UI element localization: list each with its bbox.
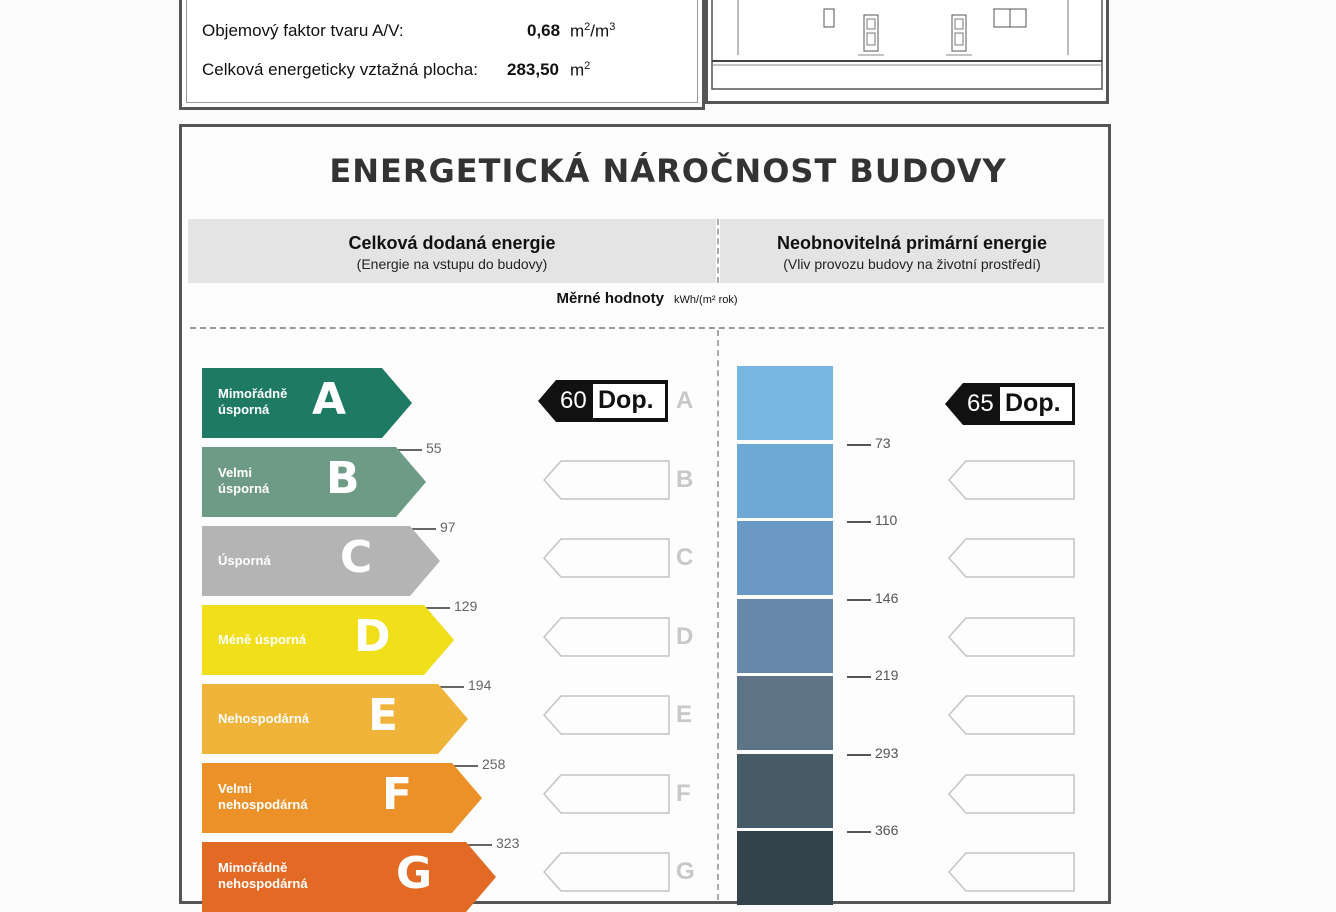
primary-energy-band [737,366,833,440]
energy-class-letter: F [382,769,413,820]
primary-energy-band [737,599,833,673]
info-label: Celková energeticky vztažná plocha: [202,60,478,79]
slot-class-letter: B [676,465,694,493]
energy-class-letter: E [368,690,399,741]
right-empty-slot [948,774,1076,814]
slot-class-letter: D [676,622,694,650]
right-empty-slot [948,852,1076,892]
slot-class-letter: A [676,387,694,414]
energy-class-description: Méně úsporná [218,632,307,647]
energy-class-letter: C [340,532,373,583]
energy-class-description: Velmi úsporná [218,465,270,496]
class-boundary-value: 129 [454,598,478,614]
energy-class-description: Mimořádně úsporná [218,386,288,417]
right-class-indicator [945,383,1075,425]
slot-class-letter: F [676,779,691,807]
right-column-title: Neobnovitelná primární energie [776,233,1048,253]
header-divider [717,219,719,283]
left-empty-slot [543,852,671,892]
primary-energy-boundary: 219 [875,667,899,683]
right-indicator-value: 65 [967,390,994,417]
primary-energy-band [737,754,833,828]
right-empty-slot [948,460,1076,500]
right-column-header [720,219,1104,283]
primary-energy-band [737,831,833,905]
energy-class-letter: D [354,611,391,662]
units-separator [190,327,1104,329]
class-boundary-value: 194 [468,677,492,693]
energy-class-description: Velmi nehospodárná [218,781,308,812]
left-empty-slot [543,538,671,578]
left-column-header [188,219,716,283]
primary-energy-boundary: 73 [875,434,891,451]
slot-class-letter: C [676,544,694,571]
info-unit: $m^2/m^3$ [570,21,616,41]
right-column-subtitle: (Vliv provozu budovy na životní prostředí) [783,256,1041,272]
primary-energy-band [737,444,833,518]
energy-class-description: Mimořádně nehospodárná [218,860,308,891]
class-boundary-value: 97 [440,519,456,535]
left-class-indicator [538,380,668,422]
left-empty-slot [543,617,671,657]
slot-class-letter: G [676,858,695,885]
class-boundary-value: 55 [426,440,442,456]
info-row-shape-factor [202,21,682,43]
specific-values-label: Měrné hodnoty [556,290,664,307]
energy-class-e [202,684,470,754]
left-indicator-label: Dop. [598,386,654,414]
class-boundary-value: 258 [482,756,506,772]
energy-class-description: Úsporná [218,553,271,568]
energy-class-description: Nehospodárná [218,711,310,726]
left-column-subtitle: (Energie na vstupu do budovy) [356,256,548,272]
energy-class-a [202,368,414,438]
info-value: 0,68 [527,21,561,40]
left-empty-slot [543,460,671,500]
energy-class-letter: G [396,848,433,899]
left-indicator-value: 60 [560,387,587,414]
energy-class-d [202,605,456,675]
slot-class-letter: E [676,701,693,728]
column-divider [717,330,719,900]
energy-class-letter: B [326,453,360,504]
primary-energy-band [737,676,833,750]
left-empty-slot [543,695,671,735]
left-empty-slot [543,774,671,814]
primary-energy-boundary: 293 [875,744,899,761]
primary-energy-boundary: 366 [875,822,899,838]
right-indicator-label: Dop. [1005,389,1061,417]
info-row-reference-area [202,60,682,82]
building-drawing-box [705,0,1109,104]
class-boundary-value: 323 [496,835,520,851]
specific-values-row [190,290,1104,307]
right-empty-slot [948,538,1076,578]
energy-class-g [202,842,498,912]
primary-energy-boundary: 110 [875,512,898,528]
right-empty-slot [948,695,1076,735]
right-empty-slot [948,617,1076,657]
info-unit: $m^2$ [570,60,591,80]
energy-class-f [202,763,484,833]
left-column-title: Celková dodaná energie [348,233,556,253]
building-info-box [179,0,705,110]
primary-energy-boundary: 146 [875,589,899,606]
label-title: ENERGETICKÁ NÁROČNOST BUDOVY [329,152,1007,190]
energy-class-b [202,447,428,517]
energy-class-c [202,526,442,596]
info-label: Objemový faktor tvaru A/V: [202,21,404,40]
building-facade-drawing [708,0,1106,101]
energy-class-letter: A [312,374,347,425]
info-value: 283,50 [507,60,559,79]
specific-values-unit: kWh/(m² rok) [673,294,738,306]
primary-energy-band [737,521,833,595]
